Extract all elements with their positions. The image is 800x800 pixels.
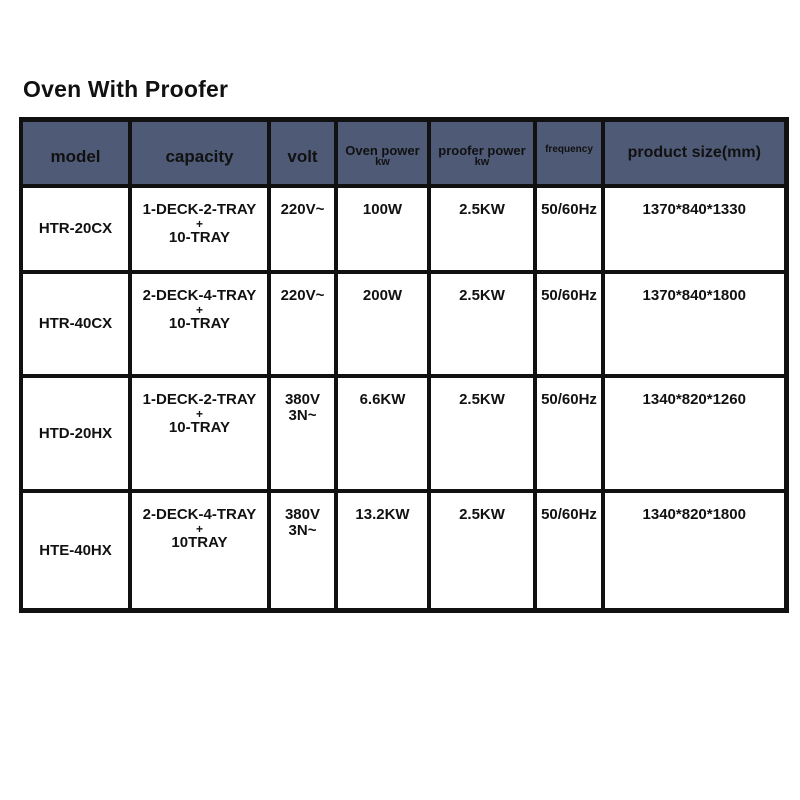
- spec-table: [19, 117, 789, 613]
- cell-oven-power: 6.6KW: [336, 376, 429, 491]
- cell-model: HTR-20CX: [21, 186, 130, 272]
- cell-proofer-power: 2.5KW: [429, 376, 535, 491]
- cell-capacity: 2-DECK-4-TRAY + 10TRAY: [130, 491, 269, 611]
- cell-oven-power: 100W: [336, 186, 429, 272]
- cell-model: HTE-40HX: [21, 491, 130, 611]
- page-title: Oven With Proofer: [23, 76, 229, 102]
- table-row: [21, 376, 786, 491]
- cell-model: HTR-40CX: [21, 272, 130, 376]
- cell-oven-power: 200W: [336, 272, 429, 376]
- cell-volt: 380V 3N~: [269, 491, 336, 611]
- table-row: [21, 186, 786, 272]
- table-body: [21, 186, 786, 611]
- cell-oven-power: 13.2KW: [336, 491, 429, 611]
- header-capacity: capacity: [130, 120, 269, 187]
- cell-model: HTD-20HX: [21, 376, 130, 491]
- cell-frequency: 50/60Hz: [535, 186, 603, 272]
- cell-product-size: 1340*820*1260: [603, 376, 786, 491]
- cell-frequency: 50/60Hz: [535, 272, 603, 376]
- header-frequency: frequency: [535, 120, 603, 187]
- cell-capacity: 1-DECK-2-TRAY + 10-TRAY: [130, 376, 269, 491]
- cell-proofer-power: 2.5KW: [429, 272, 535, 376]
- cell-volt: 220V~: [269, 272, 336, 376]
- cell-capacity: 2-DECK-4-TRAY + 10-TRAY: [130, 272, 269, 376]
- cell-product-size: 1370*840*1330: [603, 186, 786, 272]
- cell-frequency: 50/60Hz: [535, 491, 603, 611]
- header-model: model: [21, 120, 130, 187]
- table-row: [21, 491, 786, 611]
- cell-proofer-power: 2.5KW: [429, 491, 535, 611]
- cell-frequency: 50/60Hz: [535, 376, 603, 491]
- cell-product-size: 1370*840*1800: [603, 272, 786, 376]
- cell-product-size: 1340*820*1800: [603, 491, 786, 611]
- header-product-size: product size(mm): [603, 120, 786, 187]
- header-proofer-power: proofer power kw: [429, 120, 535, 187]
- header-row: [21, 120, 786, 187]
- table-row: [21, 272, 786, 376]
- header-oven-power: Oven power kw: [336, 120, 429, 187]
- cell-volt: 380V 3N~: [269, 376, 336, 491]
- cell-proofer-power: 2.5KW: [429, 186, 535, 272]
- cell-volt: 220V~: [269, 186, 336, 272]
- header-volt: volt: [269, 120, 336, 187]
- cell-capacity: 1-DECK-2-TRAY + 10-TRAY: [130, 186, 269, 272]
- table-header: [21, 120, 786, 187]
